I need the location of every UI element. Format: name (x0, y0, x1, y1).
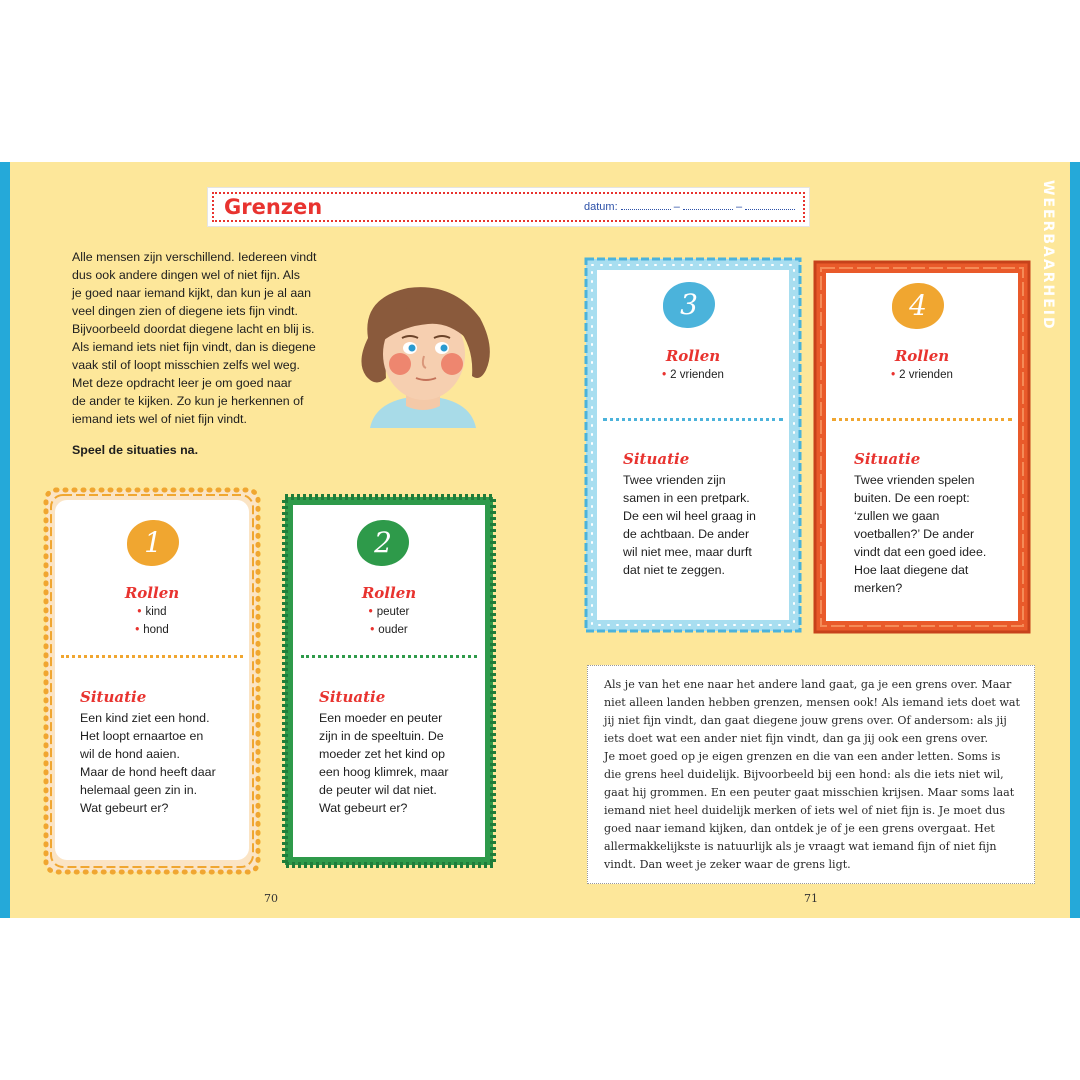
page-title: Grenzen (224, 195, 323, 219)
info-line: die grens heel duidelijk. Bijvoorbeeld bij een hond: als die iets niet wil, (604, 768, 1004, 781)
info-line: niet alleen landen hebben grenzen, mensen ook! Als iemand iets doet wat (604, 696, 1020, 709)
card-1-roles-label: Rollen (124, 584, 180, 602)
info-line: goed naar iemand kijken, dan ontdek je of je een grens overgaat. Het (604, 822, 995, 835)
card-1-situation-text: Een kind ziet een hond. Het loopt ernaartoe en wil de hond aaien. Maar de hond heeft daar helemaal geen zin in. Wat gebeurt er? (80, 711, 216, 815)
card-4-situation-label: Situatie (854, 450, 921, 468)
intro-line: Bijvoorbeeld doordat diegene lacht en blij is. (72, 322, 315, 336)
card-1-situation-label: Situatie (80, 688, 147, 706)
card-4-divider (832, 418, 1012, 421)
card-3 (597, 270, 789, 620)
card-3-number-badge: 3 (663, 282, 715, 328)
intro-line: dus ook andere dingen wel of niet fijn. Als (72, 268, 300, 282)
instruction-text: Speel de situaties na. (72, 443, 199, 457)
date-year-blank (745, 209, 795, 210)
page-number-left: 70 (264, 892, 278, 905)
card-4 (826, 273, 1018, 621)
info-line: gaat hij grommen. En een peuter gaat misschien krijsen. Maar soms laat (604, 786, 1015, 799)
info-line: vindt. Dan weet je zeker waar de grens ligt. (604, 858, 851, 871)
child-face-illustration (348, 278, 498, 428)
card-3-roles-label: Rollen (665, 347, 721, 365)
card-4-number-badge: 4 (892, 283, 944, 329)
intro-line: veel dingen zien of diegene iets fijn vindt. (72, 304, 298, 318)
title-box (207, 187, 810, 227)
card-3-situation-label: Situatie (623, 450, 690, 468)
date-separator-2: – (736, 201, 743, 213)
page-number-right: 71 (804, 892, 818, 905)
intro-line: iemand iets wel of niet fijn vindt. (72, 412, 247, 426)
intro-line: Met deze opdracht leer je om goed naar (72, 376, 292, 390)
info-text (604, 676, 1024, 874)
card-3-divider (603, 418, 783, 421)
card-4-roles-label: Rollen (894, 347, 950, 365)
right-page-edge (1070, 162, 1080, 918)
info-line: iets doet wat een ander niet fijn vindt, dan ga jij ook een grens over. (604, 732, 989, 745)
card-2-roles-label: Rollen (361, 584, 417, 602)
date-field (584, 201, 795, 213)
card-3-situation-text: Twee vrienden zijn samen in een pretpark. De een wil heel graag in de achtbaan. De ander wil niet mee, maar durft dat niet te zeggen. (623, 473, 756, 577)
intro-line: je goed naar iemand kijkt, dan kun je al aan (72, 286, 312, 300)
date-separator-1: – (673, 201, 680, 213)
info-line: jij niet fijn vindt, dan gaat diegene jouw grens over. Of andersom: als jij (604, 714, 1007, 727)
card-2-role: • peuter (368, 606, 410, 618)
intro-line: de ander te kijken. Zo kun je herkennen of (72, 394, 304, 408)
card-2-situation-label: Situatie (319, 688, 386, 706)
info-line: Je moet goed op je eigen grenzen en die van een ander letten. Soms is (604, 750, 1001, 763)
intro-line: Als iemand iets niet fijn vindt, dan is diegene (72, 340, 316, 354)
card-1-divider (61, 655, 243, 658)
card-2-situation-text: Een moeder en peuter zijn in de speeltuin. De moeder zet het kind op een hoog klimrek, maar de peuter wil dat niet. Wat gebeurt er? (319, 711, 449, 815)
card-2-number-badge: 2 (357, 520, 409, 566)
card-3-role: • 2 vrienden (662, 369, 724, 381)
info-line: iemand niet heel duidelijk merken of iets wel of niet fijn is. Je moet dus (604, 804, 1006, 817)
card-1-role: • kind (137, 606, 167, 618)
date-month-blank (683, 209, 733, 210)
card-1-role: • hond (135, 624, 169, 636)
intro-line: vaak stil of loopt misschien zelfs wel weg. (72, 358, 300, 372)
intro-paragraph (72, 248, 344, 428)
card-2-divider (301, 655, 477, 658)
info-line: allermakkelijkste is natuurlijk als je vraagt wat iemand fijn of niet fijn (604, 840, 997, 853)
card-2-role: • ouder (370, 624, 408, 636)
date-day-blank (621, 209, 671, 210)
card-1-number-badge: 1 (127, 520, 179, 566)
intro-line: Alle mensen zijn verschillend. Iedereen vindt (72, 250, 317, 264)
card-1 (55, 500, 249, 860)
info-line: Als je van het ene naar het andere land gaat, ga je een grens over. Maar (604, 678, 1012, 691)
card-4-role: • 2 vrienden (891, 369, 953, 381)
side-tab-label: WEERBAARHEID (1040, 180, 1056, 331)
left-page-edge (0, 162, 10, 918)
date-label: datum: (584, 201, 618, 213)
card-2 (293, 505, 485, 857)
info-box (587, 665, 1035, 884)
card-4-situation-text: Twee vrienden spelen buiten. De een roept: ‘zullen we gaan voetballen?’ De ander vindt dat een goed idee. Hoe laat diegene dat merken? (854, 473, 987, 595)
